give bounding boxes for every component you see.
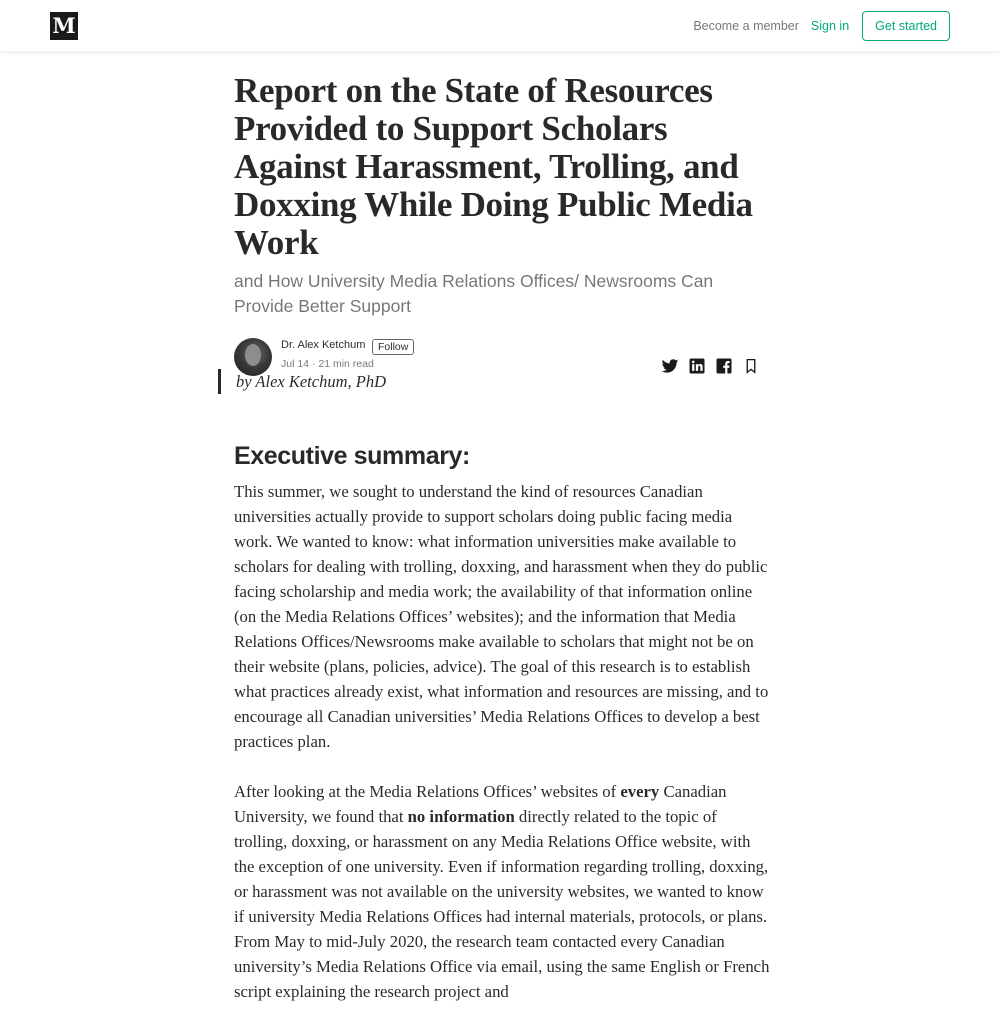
header-actions xyxy=(693,11,950,41)
paragraph-2-bold-2: no information xyxy=(407,807,515,826)
read-time: 21 min read xyxy=(318,358,374,370)
byline-blockquote: by Alex Ketchum, PhD xyxy=(218,369,386,394)
paragraph-2 xyxy=(234,779,774,1004)
meta-separator: · xyxy=(311,358,316,370)
become-member-link[interactable]: Become a member xyxy=(693,19,799,33)
paragraph-2-text-2: Canadian University, we found that xyxy=(234,782,727,826)
bookmark-icon[interactable] xyxy=(742,357,760,375)
top-navigation-bar xyxy=(0,0,1000,51)
section-heading: Executive summary: xyxy=(234,442,470,470)
share-icons xyxy=(652,357,760,375)
article-body xyxy=(234,438,774,1029)
paragraph-2-bold-1: every xyxy=(620,782,660,801)
avatar-face xyxy=(245,344,261,366)
facebook-icon[interactable] xyxy=(715,357,733,375)
article-title: Report on the State of Resources Provided to Support Scholars Against Harassment, Trolling, and Doxxing While Doing Public Media Work xyxy=(234,71,753,262)
get-started-button[interactable]: Get started xyxy=(862,11,950,41)
paragraph-1: This summer, we sought to understand the kind of resources Canadian universities actually provide to support scholars doing public facing media work. We wanted to know: what information universities make available to scholars for dealing with trolling, doxxing, and harassment when they do public facing scholarship and media work; the availability of that information online (on the Media Relations Offices’ websites); and the information that Media Relations Offices/Newsrooms make available to scholars that might not be on their website (plans, policies, advice). The goal of this research is to establish what practices already exist, what information and resources are missing, and to encourage all Canadian universities’ Media Relations Offices to develop a best practices plan. xyxy=(234,482,769,751)
paragraph-2-text-3: directly related to the topic of trolling, doxxing, or harassment on any Media Relations Office website, with the exception of one university. Even if information regarding trolling, doxxing, or harassment was not available on the university websites, we wanted to know if university Media Relations Offices had internal materials, protocols, or plans. From May to mid-July 2020, the research team contacted every Canadian university’s Media Relations Office via email, using the same English or French script explaining the research project and xyxy=(234,807,770,1001)
medium-logo[interactable]: M xyxy=(50,12,78,40)
sign-in-link[interactable]: Sign in xyxy=(810,19,850,33)
article-header xyxy=(234,72,774,378)
linkedin-icon[interactable] xyxy=(688,357,706,375)
publish-date: Jul 14 xyxy=(281,358,310,370)
twitter-icon[interactable] xyxy=(661,357,679,375)
article-subtitle: and How University Media Relations Offices/ Newsrooms Can Provide Better Support xyxy=(234,271,714,316)
paragraph-2-text-1: After looking at the Media Relations Offices’ websites of xyxy=(234,782,621,801)
author-name[interactable]: Dr. Alex Ketchum xyxy=(281,339,366,351)
follow-button[interactable]: Follow xyxy=(372,339,414,355)
